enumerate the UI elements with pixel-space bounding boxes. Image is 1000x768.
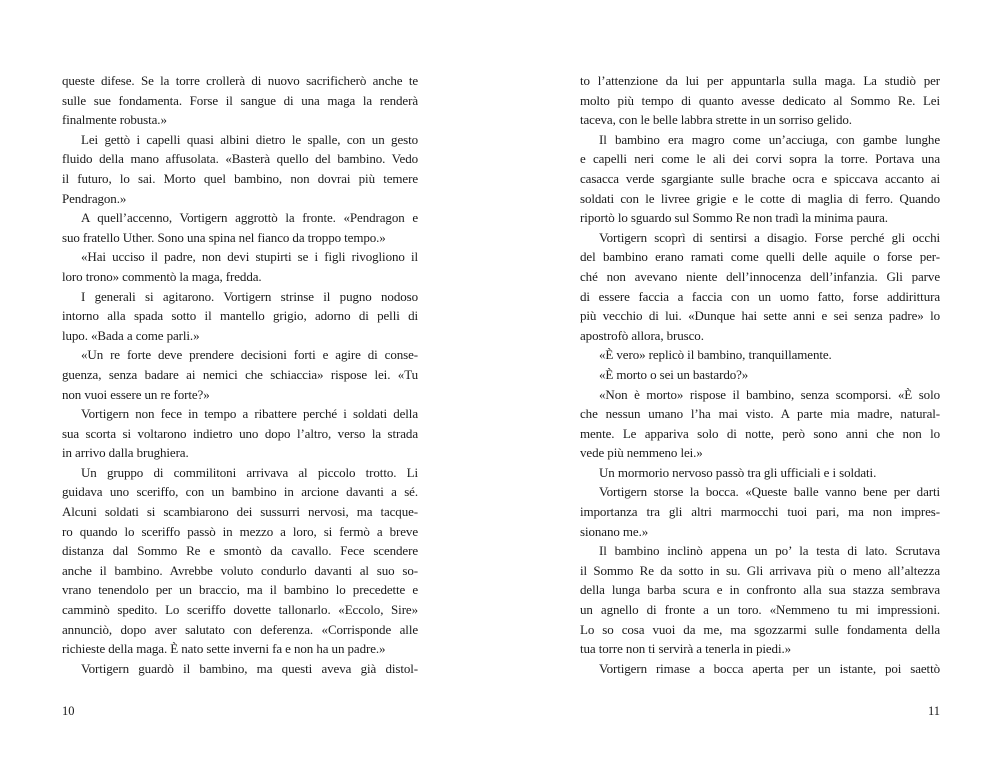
book-page-right <box>580 0 940 768</box>
text-line: «È vero» replicò il bambino, tranquillamente. <box>599 347 832 363</box>
text-line: to l’attenzione da lui per appuntarla sulla maga. La studiò per <box>580 73 940 88</box>
text-line: richieste della maga. È nato sette inverni fa e non ha un padre.» <box>62 641 386 657</box>
text-line: Lo so cosa vuoi da me, ma sgozzarmi sulle fondamenta della <box>580 621 940 637</box>
text-line: ché non avevano niente dell’innocenza dell’infanzia. Gli parve <box>580 268 940 284</box>
text-line: I generali si agitarono. Vortigern strinse il pugno nodoso <box>81 288 418 304</box>
text-line: più vecchio di lui. «Dunque hai sette anni e sei senza padre» lo <box>580 308 940 324</box>
text-line: queste difese. Se la torre crollerà di nuovo sacrificherò anche te <box>62 73 418 88</box>
text-line: che nessun umano l’ha mai visto. A parte mia madre, natural- <box>580 406 940 422</box>
text-line: Il bambino inclinò appena un po’ la testa di lato. Scrutava <box>599 543 940 559</box>
text-line: molto più tempo di quanto avesse dedicato al Sommo Re. Lei <box>580 92 940 108</box>
text-line: vede più nemmeno lei.» <box>580 445 703 461</box>
text-line: sua scorta si voltarono indietro uno dopo l’altro, verso la strada <box>62 425 418 441</box>
text-line: Vortigern non fece in tempo a ribattere perché i soldati della <box>81 406 418 422</box>
text-line: suo fratello Uther. Sono una spina nel fianco da troppo tempo.» <box>62 229 386 245</box>
text-line: guidava uno sceriffo, con un bambino in arcione davanti a sé. <box>62 484 418 500</box>
text-line: «Non è morto» rispose il bambino, senza scomporsi. «È solo <box>599 386 940 402</box>
text-line: Vortigern rimase a bocca aperta per un istante, poi saettò <box>599 660 940 676</box>
text-line: Il bambino era magro come un’acciuga, con gambe lunghe <box>599 131 940 147</box>
text-line: taceva, con le belle labbra strette in un sorriso gelido. <box>580 112 852 128</box>
page-text-right <box>580 71 940 678</box>
text-line: lupo. «Bada a come parli.» <box>62 327 200 343</box>
text-line: mente. Le appariva solo di notte, però sono anni che non lo <box>580 425 940 441</box>
text-line: sulle sue fondamenta. Forse il sangue di una maga la renderà <box>62 92 418 108</box>
text-line: Un mormorio nervoso passò tra gli ufficiali e i soldati. <box>599 464 877 480</box>
text-line: del bambino erano ramati come quelli delle aquile o forse per- <box>580 249 940 265</box>
text-line: Vortigern scoprì di sentirsi a disagio. Forse perché gli occhi <box>599 229 940 245</box>
text-line: «È morto o sei un bastardo?» <box>599 366 749 382</box>
text-line: un agnello di fronte a un toro. «Nemmeno tu mi impressioni. <box>580 602 940 618</box>
text-line: distanza dal Sommo Re e smontò da cavallo. Fece scendere <box>62 543 418 559</box>
text-line: fluido della mano affusolata. «Basterà quello del bambino. Vedo <box>62 151 418 167</box>
text-line: Vortigern storse la bocca. «Queste balle vanno bene per darti <box>599 484 940 500</box>
text-line: «Hai ucciso il padre, non devi stupirti se i figli rivogliono il <box>81 249 418 265</box>
text-line: sionano me.» <box>580 523 649 539</box>
page-number-left: 10 <box>62 704 75 718</box>
text-line: Alcuni soldati si scambiarono dei sussurri nervosi, ma tacque- <box>62 504 418 520</box>
text-line: importanza tra gli altri marmocchi tuoi pari, ma non impres- <box>580 504 940 520</box>
text-line: A quell’accenno, Vortigern aggrottò la fronte. «Pendragon e <box>81 210 418 226</box>
text-line: guenza, senza badare ai nemici che schiaccia» rispose lei. «Tu <box>62 366 418 382</box>
text-line: vrano tenendolo per un braccio, ma il bambino lo precedette e <box>62 582 418 598</box>
text-line: di essere faccia a faccia con un uomo fatto, forse addirittura <box>580 288 940 304</box>
text-line: soldati con le livree grigie e le cotte di maglia di ferro. Quando <box>580 190 940 206</box>
text-line: anche il bambino. Avrebbe voluto condurlo davanti al suo so- <box>62 562 418 578</box>
text-line: intorno alla spada sotto il mantello grigio, adorno di pelli di <box>62 308 418 324</box>
text-line: annunciò, dopo aver salutato con deferenza. «Corrisponde alle <box>62 621 418 637</box>
page-number-right: 11 <box>927 704 940 718</box>
text-line: il futuro, lo sai. Morto quel bambino, non dovrai più temere <box>62 170 418 186</box>
text-line: in arrivo dalla brughiera. <box>62 445 189 461</box>
text-line: il Sommo Re da sotto in su. Gli arrivava più o meno all’altezza <box>580 562 940 578</box>
text-line: ro quando lo sceriffo passò in mezzo a loro, si fermò a breve <box>62 523 418 539</box>
text-line: finalmente robusta.» <box>62 112 167 128</box>
text-line: camminò spedito. Lo sceriffo dovette tallonarlo. «Eccolo, Sire» <box>62 602 418 618</box>
text-line: e capelli neri come le ali dei corvi sopra la torre. Portava una <box>580 151 940 167</box>
text-line: loro trono» commentò la maga, fredda. <box>62 268 262 284</box>
text-line: tua torre non ti servirà a tenerla in piedi.» <box>580 641 792 657</box>
text-line: casacca verde sgargiante sulle brache ocra e spiccava accanto ai <box>580 170 940 186</box>
text-line: «Un re forte deve prendere decisioni forti e agire di conse- <box>81 347 418 363</box>
text-line: Un gruppo di commilitoni arrivava al piccolo trotto. Li <box>81 464 418 480</box>
text-line: apostrofò allora, brusco. <box>580 327 704 343</box>
text-line: riportò lo sguardo sul Sommo Re non tradì la minima paura. <box>580 210 888 226</box>
text-line: non vuoi essere un re forte?» <box>62 386 210 402</box>
text-line: della lunga barba scura e in confronto alla sua stazza sembrava <box>580 582 940 598</box>
text-line: Vortigern guardò il bambino, ma questi aveva già distol- <box>81 660 418 676</box>
text-line: Pendragon.» <box>62 190 127 206</box>
text-line: Lei gettò i capelli quasi albini dietro le spalle, con un gesto <box>81 131 418 147</box>
page-text-left <box>62 71 418 678</box>
book-page-left <box>62 0 418 768</box>
